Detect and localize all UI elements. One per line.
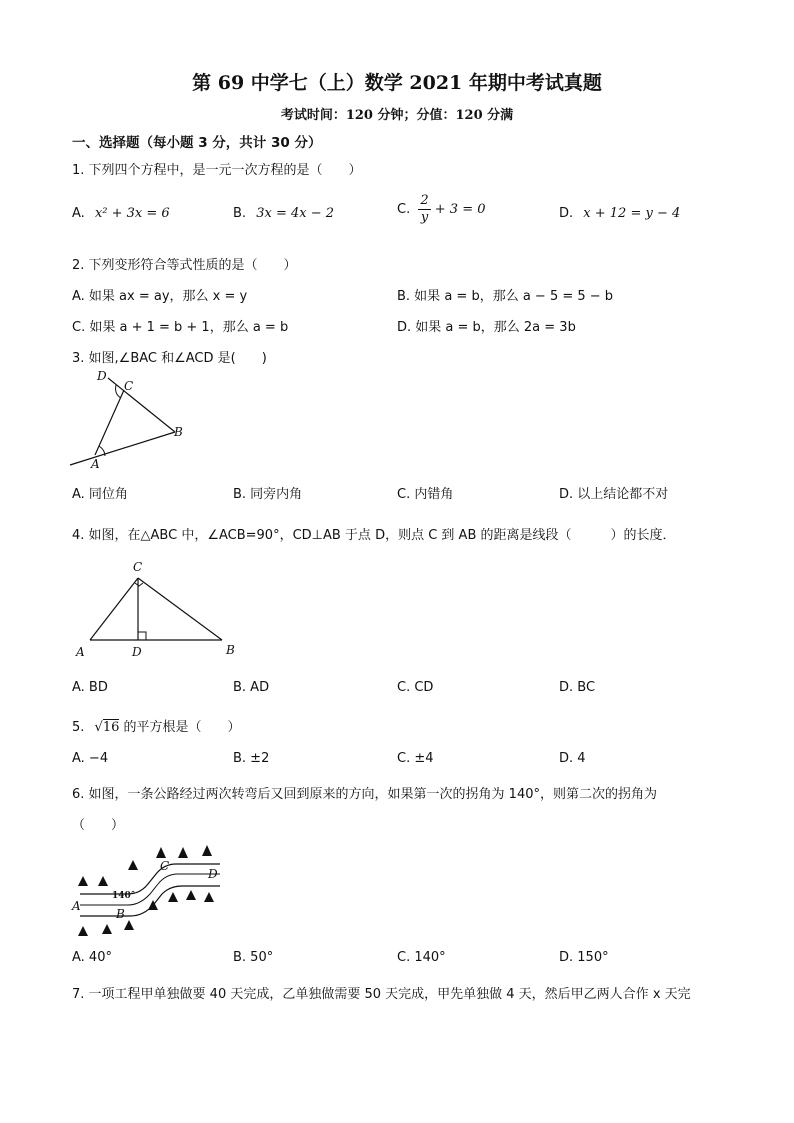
q4-option-c: C. CD [397,680,434,695]
q1-option-d-expr: x + 12 = y − 4 [583,206,681,221]
q6-tree-icons [78,845,214,936]
q3-label-a: A [91,457,100,471]
q4-side-bc [138,578,222,640]
q5-number: 5. [72,720,85,735]
q1-option-c-rest: + 3 = 0 [434,202,486,217]
question-2-stem: 2. 下列变形符合等式性质的是（ ） [72,258,297,273]
q6-road-lower-edge [80,886,220,916]
question-6-stem: 6. 如图，一条公路经过两次转弯后又回到原来的方向，如果第一次的拐角为 140°，则第二次的拐角为 [72,787,657,802]
q5-option-c: C. ±4 [397,751,434,766]
q3-option-d: D. 以上结论都不对 [559,487,669,502]
question-1-stem: 1. 下列四个方程中，是一元一次方程的是（ ） [72,163,362,178]
question-7-stem: 7. 一项工程甲单独做要 40 天完成，乙单独做需要 50 天完成，甲先单独做 4 天，然后甲乙两人合作 x 天完 [72,987,691,1002]
q2-option-a: A. 如果 ax = ay，那么 x = y [72,289,248,304]
q4-label-c: C [133,560,143,574]
q1-option-d-label: D. [559,206,574,221]
q4-right-angle-d [138,632,146,640]
q3-option-a: A. 同位角 [72,487,128,502]
q4-option-b: B. AD [233,680,270,695]
q6-label-b: B [116,907,125,921]
q2-option-c: C. 如果 a + 1 = b + 1，那么 a = b [72,320,289,335]
page-title: 第 69 中学七（上）数学 2021 年期中考试真题 [192,72,602,94]
q5-option-d: D. 4 [559,751,586,766]
q2-option-d: D. 如果 a = b，那么 2a = 3b [397,320,576,335]
q4-label-a: A [76,645,85,659]
q3-figure [70,368,200,478]
q1-option-b-label: B. [233,206,247,221]
q4-side-ac [90,578,138,640]
q6-option-d: D. 150° [559,950,609,965]
q5-option-a: A. −4 [72,751,109,766]
q6-label-angle: 140° [112,891,136,901]
q6-road-figure [72,838,232,943]
q3-line-dc [108,378,175,432]
q4-option-a: A. BD [72,680,108,695]
q6-option-c: C. 140° [397,950,446,965]
section-heading: 一、选择题（每小题 3 分，共计 30 分） [72,135,322,151]
question-5-stem [72,716,241,735]
q6-road-upper-edge [80,864,220,894]
q3-label-d: D [97,369,107,383]
q3-label-c: C [124,379,134,393]
question-6-stem-cont: （ ） [72,818,125,833]
q1-option-c-numerator: 2 [420,193,429,208]
q6-label-a: A [72,899,81,913]
q1-option-c-label: C. [397,202,411,217]
q3-line-ab-extended [70,432,175,465]
q4-right-angle-c [135,583,143,586]
q6-option-a: A. 40° [72,950,112,965]
q5-sqrt: √16 [94,720,120,735]
q1-option-a [72,206,170,221]
q6-label-c: C [160,859,170,873]
q4-label-d: D [132,645,142,659]
q3-label-b: B [174,425,183,439]
q6-option-b: B. 50° [233,950,274,965]
q1-option-a-label: A. [72,206,85,221]
q1-option-c-denominator: y [420,210,429,225]
q4-figure [72,556,242,662]
q1-option-b [233,206,334,221]
question-3-stem: 3. 如图,∠BAC 和∠ACD 是( ) [72,351,267,366]
q3-option-b: B. 同旁内角 [233,487,303,502]
q2-option-b: B. 如果 a = b，那么 a − 5 = 5 − b [397,289,614,304]
q4-label-b: B [226,643,235,657]
q5-radicand: 16 [102,720,120,735]
question-4-stem: 4. 如图，在△ABC 中，∠ACB=90°，CD⊥AB 于点 D，则点 C 到 AB 的距离是线段（ ）的长度． [72,528,676,543]
q4-option-d: D. BC [559,680,596,695]
q1-option-d [559,206,680,221]
q6-road-center [80,874,220,905]
q1-option-c [397,193,486,226]
q1-option-c-fraction [418,193,430,226]
exam-info: 考试时间：120 分钟；分值：120 分满 [280,108,514,123]
q3-option-c: C. 内错角 [397,487,454,502]
q5-stem-text: 的平方根是（ ） [123,720,241,735]
q1-option-a-expr: x² + 3x = 6 [94,206,170,221]
q3-line-ca [95,390,124,455]
q6-label-d: D [208,867,218,881]
q5-option-b: B. ±2 [233,751,270,766]
q1-option-b-expr: 3x = 4x − 2 [256,206,334,221]
